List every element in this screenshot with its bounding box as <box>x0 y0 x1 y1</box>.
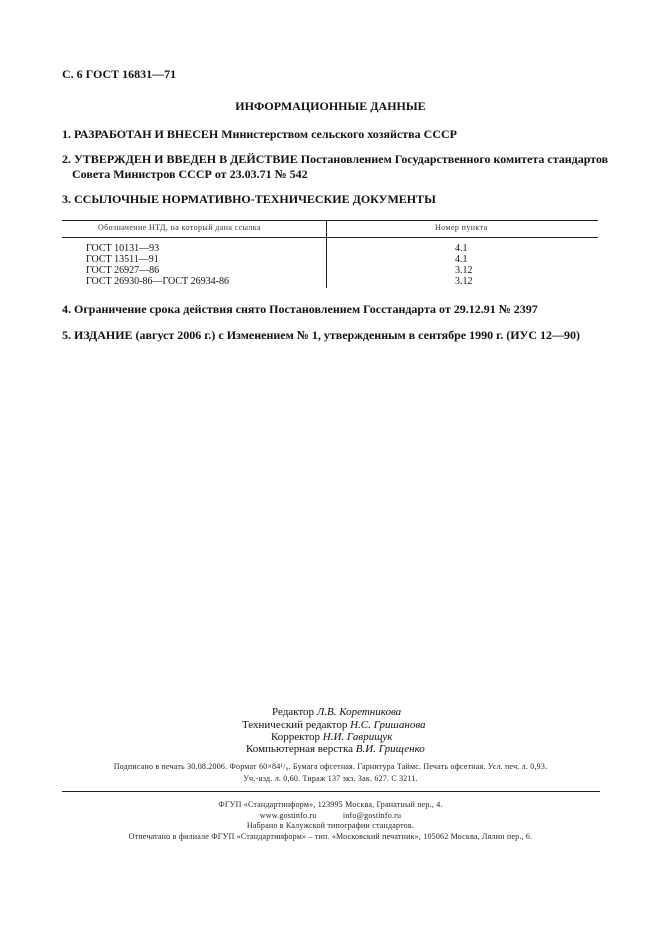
info-item-3 <box>62 192 436 207</box>
credit-layout <box>246 743 425 755</box>
table-header-document: Обозначение НТД, на который дана ссылка <box>98 223 261 232</box>
item-number: 5. <box>62 328 71 342</box>
imprint-line-1: Подписано в печать 30.08.2006. Формат 60×84¹/₈. Бумага офсетная. Гарнитура Таймс. Печать офсетная. Усл. печ. л. 0,93. <box>113 762 548 771</box>
credit-person: Л.В. Коретникова <box>316 706 402 718</box>
item-number: 2. <box>62 152 71 166</box>
table-row-item: 3.12 <box>455 276 473 287</box>
credit-role: Корректор <box>271 731 321 743</box>
info-item-4 <box>62 302 538 317</box>
publisher-contacts <box>0 811 661 820</box>
table-row-document: ГОСТ 13511—91 <box>86 254 159 265</box>
publisher-website[interactable]: www.gostinfo.ru <box>259 811 317 820</box>
item-text: ИЗДАНИЕ (август 2006 г.) с Изменением № 1, утвержденным в сентябре 1990 г. (ИУС 12—90) <box>74 328 580 342</box>
table-column-divider <box>326 220 327 288</box>
publisher-email[interactable]: info@gostinfo.ru <box>342 811 402 820</box>
table-top-rule <box>62 220 598 221</box>
table-row-item: 4.1 <box>455 243 468 254</box>
credit-technical-editor <box>242 719 426 731</box>
credit-editor <box>272 706 401 718</box>
item-text: Ограничение срока действия снято Постановлением Госстандарта от 29.12.91 № 2397 <box>74 302 538 316</box>
item-number: 3. <box>62 192 71 206</box>
credit-person: Н.И. Гаврищук <box>322 731 393 743</box>
footer-rule <box>62 791 600 792</box>
info-item-5 <box>62 328 580 343</box>
table-row-document: ГОСТ 26930-86—ГОСТ 26934-86 <box>86 276 229 287</box>
table-header-rule <box>62 237 598 238</box>
item-text: ССЫЛОЧНЫЕ НОРМАТИВНО-ТЕХНИЧЕСКИЕ ДОКУМЕНТЫ <box>74 192 436 206</box>
credit-corrector <box>271 731 392 743</box>
item-number: 4. <box>62 302 71 316</box>
item-text: РАЗРАБОТАН И ВНЕСЕН Министерством сельского хозяйства СССР <box>74 127 457 141</box>
imprint-line-2: Уч.-изд. л. 0,60. Тираж 137 экз. Зак. 627. С 3211. <box>243 774 418 783</box>
info-item-2 <box>62 152 608 167</box>
info-item-2-continuation: Совета Министров СССР от 23.03.71 № 542 <box>72 167 308 181</box>
item-text: УТВЕРЖДЕН И ВВЕДЕН В ДЕЙСТВИЕ Постановлением Государственного комитета стандартов <box>74 152 609 166</box>
item-number: 1. <box>62 127 71 141</box>
info-item-1 <box>62 127 457 142</box>
table-row-item: 3.12 <box>455 265 473 276</box>
page-header: С. 6 ГОСТ 16831—71 <box>62 67 177 81</box>
table-header-item: Номер пункта <box>435 223 488 232</box>
section-title: ИНФОРМАЦИОННЫЕ ДАННЫЕ <box>235 99 426 113</box>
publisher-address: ФГУП «Стандартинформ», 123995 Москва, Гранатный пер., 4. <box>218 800 443 809</box>
table-row-item: 4.1 <box>455 254 468 265</box>
table-row-document: ГОСТ 26927—86 <box>86 265 160 276</box>
credit-role: Компьютерная верстка <box>246 743 354 755</box>
credit-role: Технический редактор <box>242 719 348 731</box>
table-row-document: ГОСТ 10131—93 <box>86 243 160 254</box>
publisher-printing: Отпечатано в филиале ФГУП «Стандартинформ» – тип. «Московский печатник», 105062 Москва, Лялин пер., 6. <box>128 832 533 841</box>
credit-role: Редактор <box>272 706 315 718</box>
credit-person: Н.С. Гришанова <box>350 719 426 731</box>
credit-person: В.И. Грищенко <box>355 743 425 755</box>
publisher-typesetting: Набрано в Калужской типографии стандартов. <box>246 821 415 830</box>
